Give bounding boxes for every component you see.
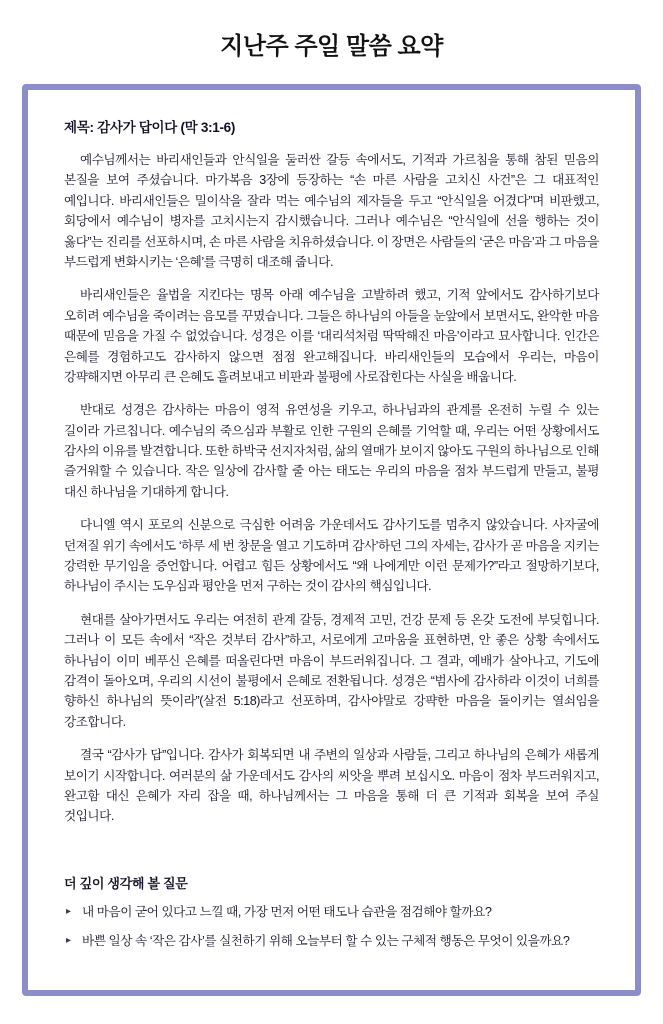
body-paragraph: 반대로 성경은 감사하는 마음이 영적 유연성을 키우고, 하나님과의 관계를 온전히 누릴 수 있는 길이라 가르칩니다. 예수님의 죽으심과 부활로 인한 구원의 은혜를 기억할 때, 우리는 어떤 상황에서도 감사의 이유를 발견합니다. 또한 하박국 선지자처럼, 삶의 열매가 보이지 않아도 구원의 하나님으로 인해 즐거워할 수 있습니다. 작은 일상에 감사할 줄 아는 태도는 우리의 마음을 점차 부드럽게 만들고, 불평 대신 하나님을 기대하게 합니다. bbox=[64, 403, 599, 499]
triangle-bullet-icon: ▸ bbox=[66, 905, 71, 917]
sermon-subject: 제목: 감사가 답이다 (막 3:1-6) bbox=[64, 120, 236, 135]
summary-card-content bbox=[28, 90, 635, 980]
questions-list bbox=[64, 902, 599, 951]
question-text: 바쁜 일상 속 ‘작은 감사’를 실천하기 위해 오늘부터 할 수 있는 구체적 행동은 무엇이 있을까요? bbox=[82, 933, 570, 948]
body-paragraph: 바리새인들은 율법을 지킨다는 명목 아래 예수님을 고발하려 했고, 기적 앞에서도 감사하기보다 오히려 예수님을 죽이려는 음모를 꾸몄습니다. 그들은 하나님의 아들을 눈앞에서 보면서도, 완악한 마음 때문에 믿음을 가질 수 없었습니다. 성경은 이를 ‘대리석처럼 딱딱해진 마음’이라고 묘사합니다. 인간은 은혜를 경험하고도 감사하지 않으면 점점 완고해집니다. 바리새인들의 모습에서 우리는, 마음이 강퍅해지면 아무리 큰 은혜도 흘려보내고 비판과 불평에 사로잡힌다는 사실을 배웁니다. bbox=[64, 288, 599, 384]
triangle-bullet-icon: ▸ bbox=[66, 934, 71, 946]
question-text: 내 마음이 굳어 있다고 느낄 때, 가장 먼저 어떤 태도나 습관을 점검해야 할까요? bbox=[82, 904, 492, 919]
body-paragraph: 결국 “감사가 답”입니다. 감사가 회복되면 내 주변의 일상과 사람들, 그리고 하나님의 은혜가 새롭게 보이기 시작합니다. 여러분의 삶 가운데서도 감사의 씨앗을 뿌려 보십시오. 마음이 점차 부드러워지고, 완고함 대신 은혜가 자리 잡을 때, 하나님께서는 그 마음을 통해 더 큰 기적과 회복을 보여 주실 것입니다. bbox=[64, 748, 599, 824]
page-title: 지난주 주일 말씀 요약 bbox=[220, 33, 443, 60]
summary-card bbox=[22, 84, 641, 996]
list-item bbox=[64, 931, 599, 951]
body-paragraph: 다니엘 역시 포로의 신분으로 극심한 어려움 가운데서도 감사기도를 멈추지 않았습니다. 사자굴에 던져질 위기 속에서도 ‘하루 세 번 창문을 열고 기도하며 감사’하던 그의 자세는, 감사가 곧 마음을 지키는 강력한 무기임을 증언합니다. 어렵고 힘든 상황에서도 “왜 나에게만 이런 문제가?”라고 절망하기보다, 하나님이 주시는 도우심과 평안을 먼저 구하는 것이 감사의 핵심입니다. bbox=[64, 518, 599, 594]
list-item bbox=[64, 902, 599, 922]
body-paragraph: 현대를 살아가면서도 우리는 여전히 관계 갈등, 경제적 고민, 건강 문제 등 온갖 도전에 부딪힙니다. 그러나 이 모든 속에서 “작은 것부터 감사”하고, 서로에게 고마움을 표현하면, 안 좋은 상황 속에서도 하나님이 이미 베푸신 은혜를 떠올린다면 마음이 부드러워집니다. 그 결과, 예배가 살아나고, 기도에 감격이 돌아오며, 우리의 시선이 불평에서 은혜로 전환됩니다. 성경은 “범사에 감사하라 이것이 너희를 향하신 하나님의 뜻이라”(살전 5:18)라고 선포하며, 감사야말로 강퍅한 마음을 돌이키는 열쇠임을 강조합니다. bbox=[64, 612, 599, 729]
questions-heading: 더 깊이 생각해 볼 질문 bbox=[64, 875, 188, 891]
body-paragraph: 예수님께서는 바리새인들과 안식일을 둘러싼 갈등 속에서도, 기적과 가르침을 통해 참된 믿음의 본질을 보여 주셨습니다. 마가복음 3장에 등장하는 “손 마른 사람을 고치신 사건”은 그 대표적인 예입니다. 바리새인들은 밀이삭을 잘라 먹는 예수님의 제자들을 두고 “안식일을 어겼다”며 비판했고, 회당에서 예수님이 병자를 고치시는지 감시했습니다. 그러나 예수님은 “안식일에 선을 행하는 것이 옳다”는 진리를 선포하시며, 손 마른 사람을 치유하셨습니다. 이 장면은 사람들의 ‘굳은 마음’과 그 마음을 부드럽게 변화시키는 ‘은혜’를 극명히 대조해 줍니다. bbox=[64, 153, 599, 269]
